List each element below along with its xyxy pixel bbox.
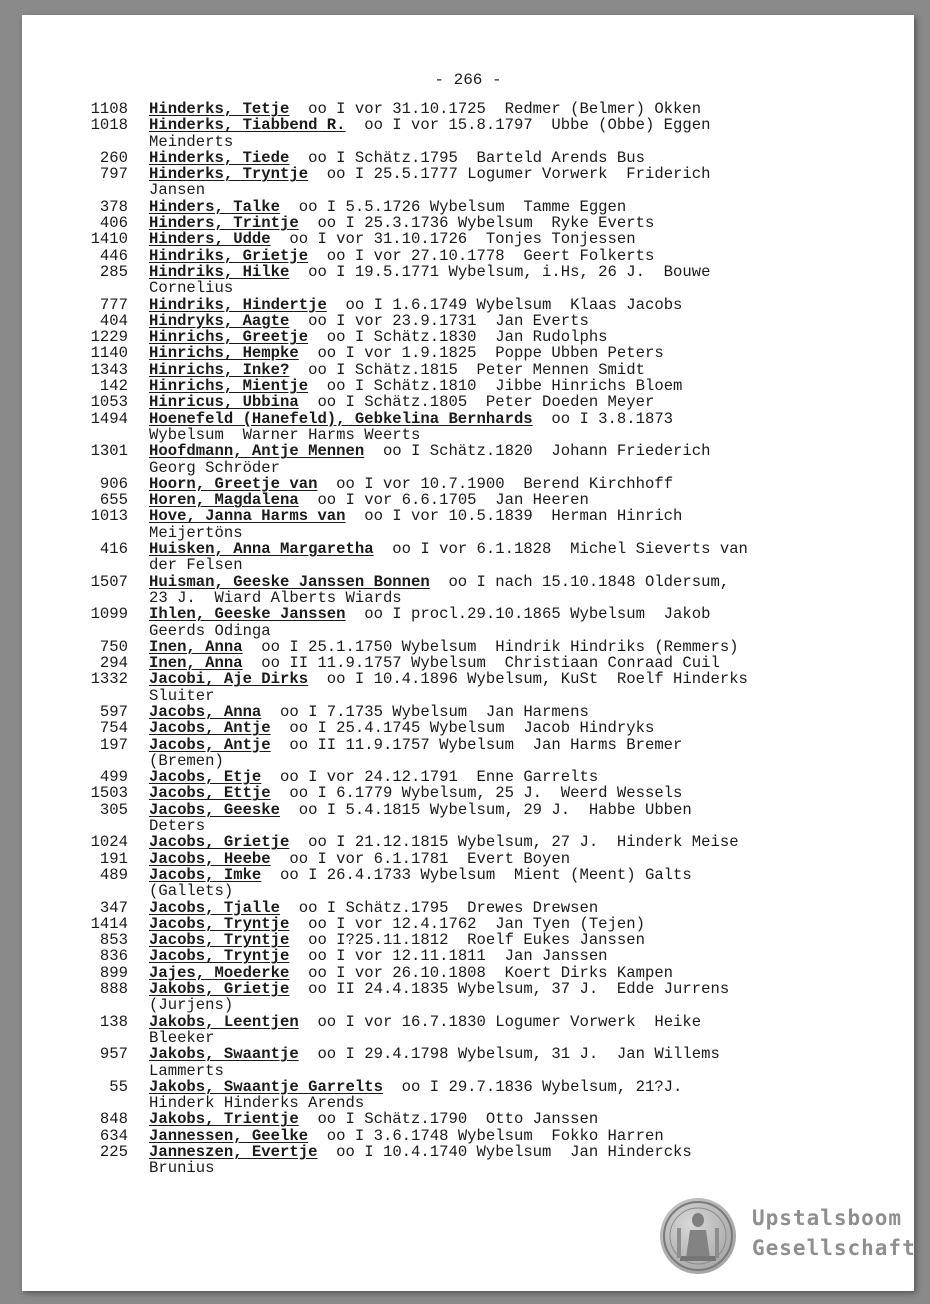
list-item xyxy=(72,1046,892,1079)
entry-name: Jakobs, Swaantje Garrelts xyxy=(149,1077,383,1096)
entry-number: 260 xyxy=(99,148,128,167)
entry-number: 446 xyxy=(99,246,128,265)
entry-number: 899 xyxy=(99,963,128,982)
entry-name: Hinricus, Ubbina xyxy=(149,393,299,412)
list-item xyxy=(72,215,892,231)
entry-text xyxy=(149,248,892,264)
entry-list xyxy=(72,101,892,1177)
entry-text xyxy=(149,671,892,704)
entry-details: oo I vor 15.8.1797 Ubbe (Obbe) Eggen Meinderts xyxy=(149,116,711,151)
entry-name: Hinders, Trintje xyxy=(149,214,299,233)
entry-details: oo I 19.5.1771 Wybelsum, i.Hs, 26 J. Bouwe Cornelius xyxy=(149,262,711,298)
list-item xyxy=(72,851,892,867)
entry-name: Hove, Janna Harms van xyxy=(149,507,346,526)
entry-text xyxy=(149,1079,892,1112)
entry-number: 1414 xyxy=(90,914,128,933)
entry-text xyxy=(149,329,892,345)
entry-details: oo I?25.11.1812 Roelf Eukes Janssen xyxy=(289,931,645,950)
entry-details: oo I 5.4.1815 Wybelsum, 29 J. Habbe Ubben Deters xyxy=(149,800,692,836)
entry-name: Hinderks, Tetje xyxy=(149,100,290,118)
entry-details: oo I procl.29.10.1865 Wybelsum Jakob Geerds Odinga xyxy=(149,605,711,640)
entry-name: Jacobs, Tjalle xyxy=(149,898,281,917)
entry-details: oo I Schätz.1795 Barteld Arends Bus xyxy=(289,148,645,167)
entry-number: 1301 xyxy=(90,442,128,461)
entry-number: 1024 xyxy=(90,833,128,852)
list-item xyxy=(72,248,892,264)
entry-text xyxy=(149,231,892,247)
entry-name: Jacobs, Tryntje xyxy=(149,947,290,966)
entry-number: 797 xyxy=(99,165,128,184)
entry-name: Jacobs, Anna xyxy=(149,702,262,721)
entry-number: 836 xyxy=(99,947,128,966)
entry-number: 597 xyxy=(99,702,128,721)
list-item xyxy=(72,932,892,948)
entry-name: Hinrichs, Inke? xyxy=(149,360,290,379)
entry-text xyxy=(149,150,892,166)
list-item xyxy=(72,231,892,247)
list-item xyxy=(72,313,892,329)
list-item xyxy=(72,900,892,916)
entry-details: oo I Schätz.1810 Jibbe Hinrichs Bloem xyxy=(308,377,683,396)
entry-details: oo II 11.9.1757 Wybelsum Jan Harms Bremer (Bremen) xyxy=(149,735,683,770)
list-item xyxy=(72,411,892,444)
entry-text xyxy=(149,1046,892,1079)
entry-name: Hinderks, Tiabbend R. xyxy=(149,116,346,135)
entry-details: oo I vor 23.9.1731 Jan Everts xyxy=(289,311,589,330)
list-item xyxy=(72,655,892,671)
entry-text xyxy=(149,720,892,736)
entry-details: oo I 7.1735 Wybelsum Jan Harmens xyxy=(261,702,589,721)
entry-number: 1140 xyxy=(90,344,128,363)
list-item xyxy=(72,394,892,410)
entry-name: Hinders, Talke xyxy=(149,197,281,216)
logo-title-line2: Gesellschaft xyxy=(752,1236,916,1260)
list-item xyxy=(72,362,892,378)
entry-name: Inen, Anna xyxy=(149,637,243,656)
page-number: - 266 - xyxy=(434,71,502,89)
entry-text xyxy=(149,362,892,378)
entry-text xyxy=(149,492,892,508)
entry-number: 1343 xyxy=(90,360,128,379)
entry-details: oo I Schätz.1830 Jan Rudolphs xyxy=(308,328,608,347)
entry-details: oo I vor 1.9.1825 Poppe Ubben Peters xyxy=(298,344,664,363)
entry-text xyxy=(149,655,892,671)
entry-details: oo I 25.5.1777 Logumer Vorwerk Friderich Jansen xyxy=(149,165,711,200)
entry-name: Jacobs, Ettje xyxy=(149,784,271,803)
entry-text xyxy=(149,574,892,607)
entry-text xyxy=(149,900,892,916)
entry-number: 1332 xyxy=(90,670,128,689)
entry-name: Jacobs, Tryntje xyxy=(149,931,290,950)
entry-number: 142 xyxy=(99,377,128,396)
entry-number: 1507 xyxy=(90,572,128,591)
entry-text xyxy=(149,443,892,476)
entry-details: oo I Schätz.1790 Otto Janssen xyxy=(298,1110,599,1129)
entry-number: 754 xyxy=(99,719,128,738)
entry-details: oo I vor 26.10.1808 Koert Dirks Kampen xyxy=(289,963,674,982)
entry-details: oo I Schätz.1795 Drewes Drewsen xyxy=(280,898,599,917)
entry-number: 191 xyxy=(99,849,128,868)
entry-text xyxy=(149,867,892,900)
entry-text xyxy=(149,981,892,1014)
entry-details: oo I nach 15.10.1848 Oldersum, 23 J. Wiard Alberts Wiards xyxy=(149,572,730,607)
entry-name: Hinrichs, Mientje xyxy=(149,377,309,396)
entry-name: Jacobs, Grietje xyxy=(149,833,290,852)
list-item xyxy=(72,101,892,117)
entry-details: oo I vor 10.7.1900 Berend Kirchhoff xyxy=(317,474,674,493)
entry-details: oo I 10.4.1740 Wybelsum Jan Hindercks Brunius xyxy=(149,1143,692,1178)
entry-number: 404 xyxy=(99,311,128,330)
entry-number: 1503 xyxy=(90,784,128,803)
entry-text xyxy=(149,264,892,297)
list-item xyxy=(72,508,892,541)
list-item xyxy=(72,476,892,492)
list-item xyxy=(72,443,892,476)
entry-details: oo I vor 12.4.1762 Jan Tyen (Tejen) xyxy=(289,914,645,933)
entry-text xyxy=(149,1144,892,1177)
entry-number: 1053 xyxy=(90,393,128,412)
entry-name: Hinrichs, Hempke xyxy=(149,344,299,363)
entry-number: 1018 xyxy=(90,116,128,135)
entry-number: 957 xyxy=(99,1045,128,1064)
entry-name: Jacobs, Antje xyxy=(149,735,271,754)
entry-name: Jacobs, Geeske xyxy=(149,800,281,819)
entry-name: Hoofdmann, Antje Mennen xyxy=(149,442,365,461)
entry-details: oo I Schätz.1805 Peter Doeden Meyer xyxy=(298,393,655,412)
entry-number: 888 xyxy=(99,980,128,999)
entry-text xyxy=(149,394,892,410)
entry-details: oo II 24.4.1835 Wybelsum, 37 J. Edde Jurrens (Jurjens) xyxy=(149,980,730,1015)
list-item xyxy=(72,574,892,607)
entry-number: 499 xyxy=(99,768,128,787)
list-item xyxy=(72,345,892,361)
list-item xyxy=(72,720,892,736)
entry-name: Hindriks, Hindertje xyxy=(149,295,327,314)
list-item xyxy=(72,1128,892,1144)
entry-text xyxy=(149,1111,892,1127)
entry-number: 416 xyxy=(99,540,128,559)
entry-details: oo I vor 6.1.1828 Michel Sieverts van der Felsen xyxy=(149,540,748,575)
entry-number: 489 xyxy=(99,865,128,884)
entry-name: Hinderks, Tryntje xyxy=(149,165,309,184)
entry-number: 1099 xyxy=(90,605,128,624)
list-item xyxy=(72,704,892,720)
list-item xyxy=(72,769,892,785)
entry-details: oo I 10.4.1896 Wybelsum, KuSt Roelf Hinderks Sluiter xyxy=(149,670,748,705)
entry-details: oo II 11.9.1757 Wybelsum Christiaan Conraad Cuil xyxy=(242,654,720,673)
entry-text xyxy=(149,117,892,150)
entry-name: Jakobs, Trientje xyxy=(149,1110,299,1129)
entry-text xyxy=(149,769,892,785)
entry-number: 197 xyxy=(99,735,128,754)
entry-details: oo I vor 6.6.1705 Jan Heeren xyxy=(298,491,589,510)
list-item xyxy=(72,297,892,313)
entry-details: oo I Schätz.1815 Peter Mennen Smidt xyxy=(289,360,645,379)
list-item xyxy=(72,150,892,166)
entry-details: oo I 25.4.1745 Wybelsum Jacob Hindryks xyxy=(270,719,655,738)
entry-details: oo I 3.8.1873 Wybelsum Warner Harms Weerts xyxy=(149,409,674,444)
entry-number: 1494 xyxy=(90,409,128,428)
entry-number: 750 xyxy=(99,637,128,656)
list-item xyxy=(72,199,892,215)
entry-number: 906 xyxy=(99,474,128,493)
entry-text xyxy=(149,215,892,231)
entry-number: 406 xyxy=(99,214,128,233)
entry-number: 1229 xyxy=(90,328,128,347)
entry-text xyxy=(149,411,892,444)
entry-details: oo I 6.1779 Wybelsum, 25 J. Weerd Wessels xyxy=(270,784,683,803)
entry-details: oo I vor 6.1.1781 Evert Boyen xyxy=(270,849,571,868)
entry-name: Jakobs, Leentjen xyxy=(149,1012,299,1031)
society-logo xyxy=(660,1198,916,1276)
entry-text xyxy=(149,785,892,801)
entry-details: oo I 29.7.1836 Wybelsum, 21?J. Hinderk Hinderks Arends xyxy=(149,1077,683,1113)
entry-details: oo I vor 16.7.1830 Logumer Vorwerk Heike Bleeker xyxy=(149,1012,702,1047)
entry-text xyxy=(149,834,892,850)
entry-details: oo I vor 31.10.1726 Tonjes Tonjessen xyxy=(270,230,636,249)
list-item xyxy=(72,264,892,297)
entry-text xyxy=(149,476,892,492)
list-item xyxy=(72,117,892,150)
list-item xyxy=(72,378,892,394)
entry-details: oo I vor 31.10.1725 Redmer (Belmer) Okken xyxy=(289,100,702,118)
entry-text xyxy=(149,948,892,964)
list-item xyxy=(72,802,892,835)
entry-details: oo I 25.1.1750 Wybelsum Hindrik Hindriks (Remmers) xyxy=(242,637,739,656)
entry-text xyxy=(149,932,892,948)
entry-name: Hoorn, Greetje van xyxy=(149,474,318,493)
entry-number: 55 xyxy=(109,1077,128,1096)
entry-details: oo I 1.6.1749 Wybelsum Klaas Jacobs xyxy=(326,295,683,314)
entry-number: 378 xyxy=(99,197,128,216)
list-item xyxy=(72,671,892,704)
entry-number: 853 xyxy=(99,931,128,950)
entry-number: 294 xyxy=(99,654,128,673)
entry-name: Hinders, Udde xyxy=(149,230,271,249)
entry-name: Hoenefeld (Hanefeld), Gebkelina Bernhards xyxy=(149,409,533,428)
entry-text xyxy=(149,199,892,215)
list-item xyxy=(72,329,892,345)
entry-text xyxy=(149,916,892,932)
seal-icon xyxy=(660,1198,736,1274)
entry-text xyxy=(149,345,892,361)
list-item xyxy=(72,541,892,574)
list-item xyxy=(72,1144,892,1177)
entry-name: Horen, Magdalena xyxy=(149,491,299,510)
entry-name: Hinderks, Tiede xyxy=(149,148,290,167)
entry-details: oo I 21.12.1815 Wybelsum, 27 J. Hinderk Meise xyxy=(289,833,739,852)
entry-name: Jacobi, Aje Dirks xyxy=(149,670,309,689)
list-item xyxy=(72,1014,892,1047)
entry-text xyxy=(149,851,892,867)
entry-number: 285 xyxy=(99,262,128,281)
entry-name: Jannessen, Geelke xyxy=(149,1126,309,1145)
entry-name: Janneszen, Evertje xyxy=(149,1143,318,1161)
entry-name: Ihlen, Geeske Janssen xyxy=(149,605,346,624)
entry-name: Hindriks, Hilke xyxy=(149,262,290,281)
entry-number: 305 xyxy=(99,800,128,819)
entry-number: 655 xyxy=(99,491,128,510)
list-item xyxy=(72,1079,892,1112)
entry-name: Jacobs, Heebe xyxy=(149,849,271,868)
entry-name: Huisman, Geeske Janssen Bonnen xyxy=(149,572,430,591)
entry-details: oo I vor 12.11.1811 Jan Janssen xyxy=(289,947,608,966)
list-item xyxy=(72,492,892,508)
entry-details: oo I vor 27.10.1778 Geert Folkerts xyxy=(308,246,655,265)
entry-details: oo I vor 24.12.1791 Enne Garrelts xyxy=(261,768,599,787)
list-item xyxy=(72,965,892,981)
entry-name: Hinrichs, Greetje xyxy=(149,328,309,347)
entry-text xyxy=(149,508,892,541)
list-item xyxy=(72,916,892,932)
entry-number: 848 xyxy=(99,1110,128,1129)
entry-text xyxy=(149,166,892,199)
entry-text xyxy=(149,802,892,835)
entry-text xyxy=(149,704,892,720)
entry-name: Jacobs, Etje xyxy=(149,768,262,787)
list-item xyxy=(72,737,892,770)
entry-number: 1013 xyxy=(90,507,128,526)
entry-text xyxy=(149,737,892,770)
entry-name: Jakobs, Swaantje xyxy=(149,1045,299,1064)
list-item xyxy=(72,785,892,801)
list-item xyxy=(72,639,892,655)
list-item xyxy=(72,1111,892,1127)
entry-name: Huisken, Anna Margaretha xyxy=(149,540,374,559)
entry-details: oo I 29.4.1798 Wybelsum, 31 J. Jan Willems Lammerts xyxy=(149,1045,720,1080)
entry-number: 225 xyxy=(99,1143,128,1161)
entry-name: Jajes, Moederke xyxy=(149,963,290,982)
entry-name: Jacobs, Tryntje xyxy=(149,914,290,933)
logo-title-line1: Upstalsboom xyxy=(752,1206,903,1230)
entry-number: 634 xyxy=(99,1126,128,1145)
list-item xyxy=(72,867,892,900)
entry-name: Jacobs, Antje xyxy=(149,719,271,738)
document-page xyxy=(22,15,914,1291)
entry-text xyxy=(149,1014,892,1047)
entry-name: Jakobs, Grietje xyxy=(149,980,290,999)
entry-name: Hindriks, Grietje xyxy=(149,246,309,265)
list-item xyxy=(72,948,892,964)
entry-name: Hindryks, Aagte xyxy=(149,311,290,330)
entry-name: Inen, Anna xyxy=(149,654,243,673)
entry-text xyxy=(149,965,892,981)
entry-details: oo I vor 10.5.1839 Herman Hinrich Meijertöns xyxy=(149,507,683,542)
entry-text xyxy=(149,101,892,117)
entry-number: 777 xyxy=(99,295,128,314)
entry-text xyxy=(149,378,892,394)
entry-details: oo I 3.6.1748 Wybelsum Fokko Harren xyxy=(308,1126,664,1145)
entry-details: oo I 26.4.1733 Wybelsum Mient (Meent) Galts (Gallets) xyxy=(149,865,692,901)
entry-number: 347 xyxy=(99,898,128,917)
entry-text xyxy=(149,639,892,655)
list-item xyxy=(72,166,892,199)
entry-details: oo I Schätz.1820 Johann Friederich Georg Schröder xyxy=(149,442,711,477)
entry-number: 1108 xyxy=(90,100,128,118)
list-item xyxy=(72,981,892,1014)
entry-details: oo I 5.5.1726 Wybelsum Tamme Eggen xyxy=(280,197,627,216)
entry-number: 138 xyxy=(99,1012,128,1031)
entry-number: 1410 xyxy=(90,230,128,249)
entry-name: Jacobs, Imke xyxy=(149,865,262,884)
entry-details: oo I 25.3.1736 Wybelsum Ryke Everts xyxy=(298,214,655,233)
entry-text xyxy=(149,606,892,639)
entry-text xyxy=(149,313,892,329)
entry-text xyxy=(149,1128,892,1144)
list-item xyxy=(72,834,892,850)
entry-text xyxy=(149,541,892,574)
entry-text xyxy=(149,297,892,313)
list-item xyxy=(72,606,892,639)
